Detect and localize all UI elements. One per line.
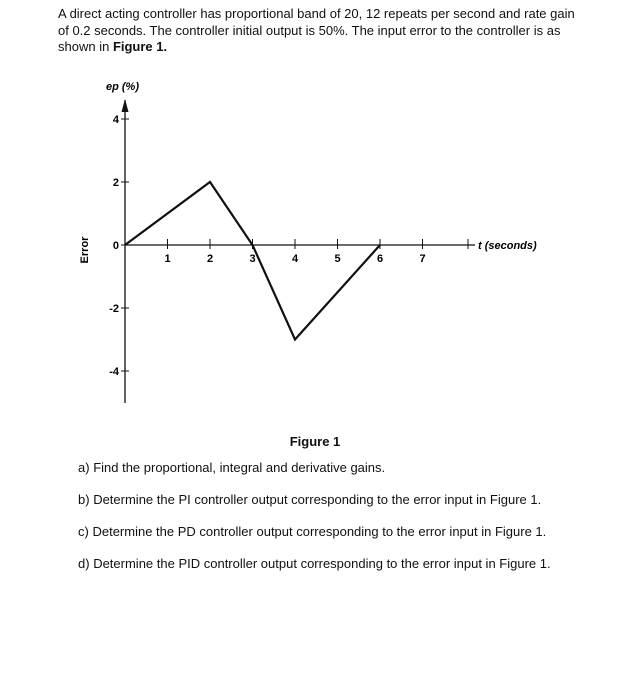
- y-tick-label: 0: [112, 240, 119, 252]
- question-b: [78, 492, 541, 507]
- x-tick-label: 3: [249, 253, 256, 265]
- y-tick-label: 2: [112, 177, 119, 189]
- question-c: [78, 524, 546, 539]
- question-letter: c): [78, 524, 89, 539]
- y-tick-label: -4: [109, 366, 119, 378]
- y-tick-label: 4: [112, 114, 119, 126]
- question-text: Find the proportional, integral and derivative gains.: [93, 460, 386, 475]
- x-tick-label: 2: [206, 253, 214, 265]
- question-text: Determine the PD controller output corresponding to the error input in Figure 1.: [92, 524, 547, 539]
- question-text: Determine the PI controller output corresponding to the error input in Figure 1.: [93, 492, 542, 507]
- question-letter: b): [78, 492, 90, 507]
- question-a: [78, 460, 385, 475]
- question-letter: d): [78, 556, 90, 571]
- x-tick-label: 7: [419, 253, 426, 265]
- x-axis-label: t (seconds): [478, 240, 537, 252]
- y-axis-arrow: [122, 99, 129, 112]
- x-tick-label: 1: [164, 253, 171, 265]
- x-tick-label: 4: [291, 253, 299, 265]
- figure-caption: Figure 1: [289, 434, 341, 449]
- y-tick-label: -2: [109, 303, 119, 315]
- chart-axes: [122, 99, 476, 403]
- intro-text: A direct acting controller has proportional band of 20, 12 repeats per second and rate gain of 0.2 seconds. The controller initial output is 50%. The input error to the controller is as shown in: [58, 6, 575, 54]
- error-side-label: Error: [79, 236, 91, 264]
- figure-reference: Figure 1.: [112, 39, 168, 54]
- x-tick-label: 6: [376, 253, 384, 265]
- question-letter: a): [78, 460, 90, 475]
- question-d: [78, 556, 551, 571]
- chart-ticks: [109, 114, 468, 378]
- x-tick-label: 5: [334, 253, 341, 265]
- question-text: Determine the PID controller output corresponding to the error input in Figure 1.: [93, 556, 551, 571]
- y-axis-label: ep (%): [106, 81, 139, 93]
